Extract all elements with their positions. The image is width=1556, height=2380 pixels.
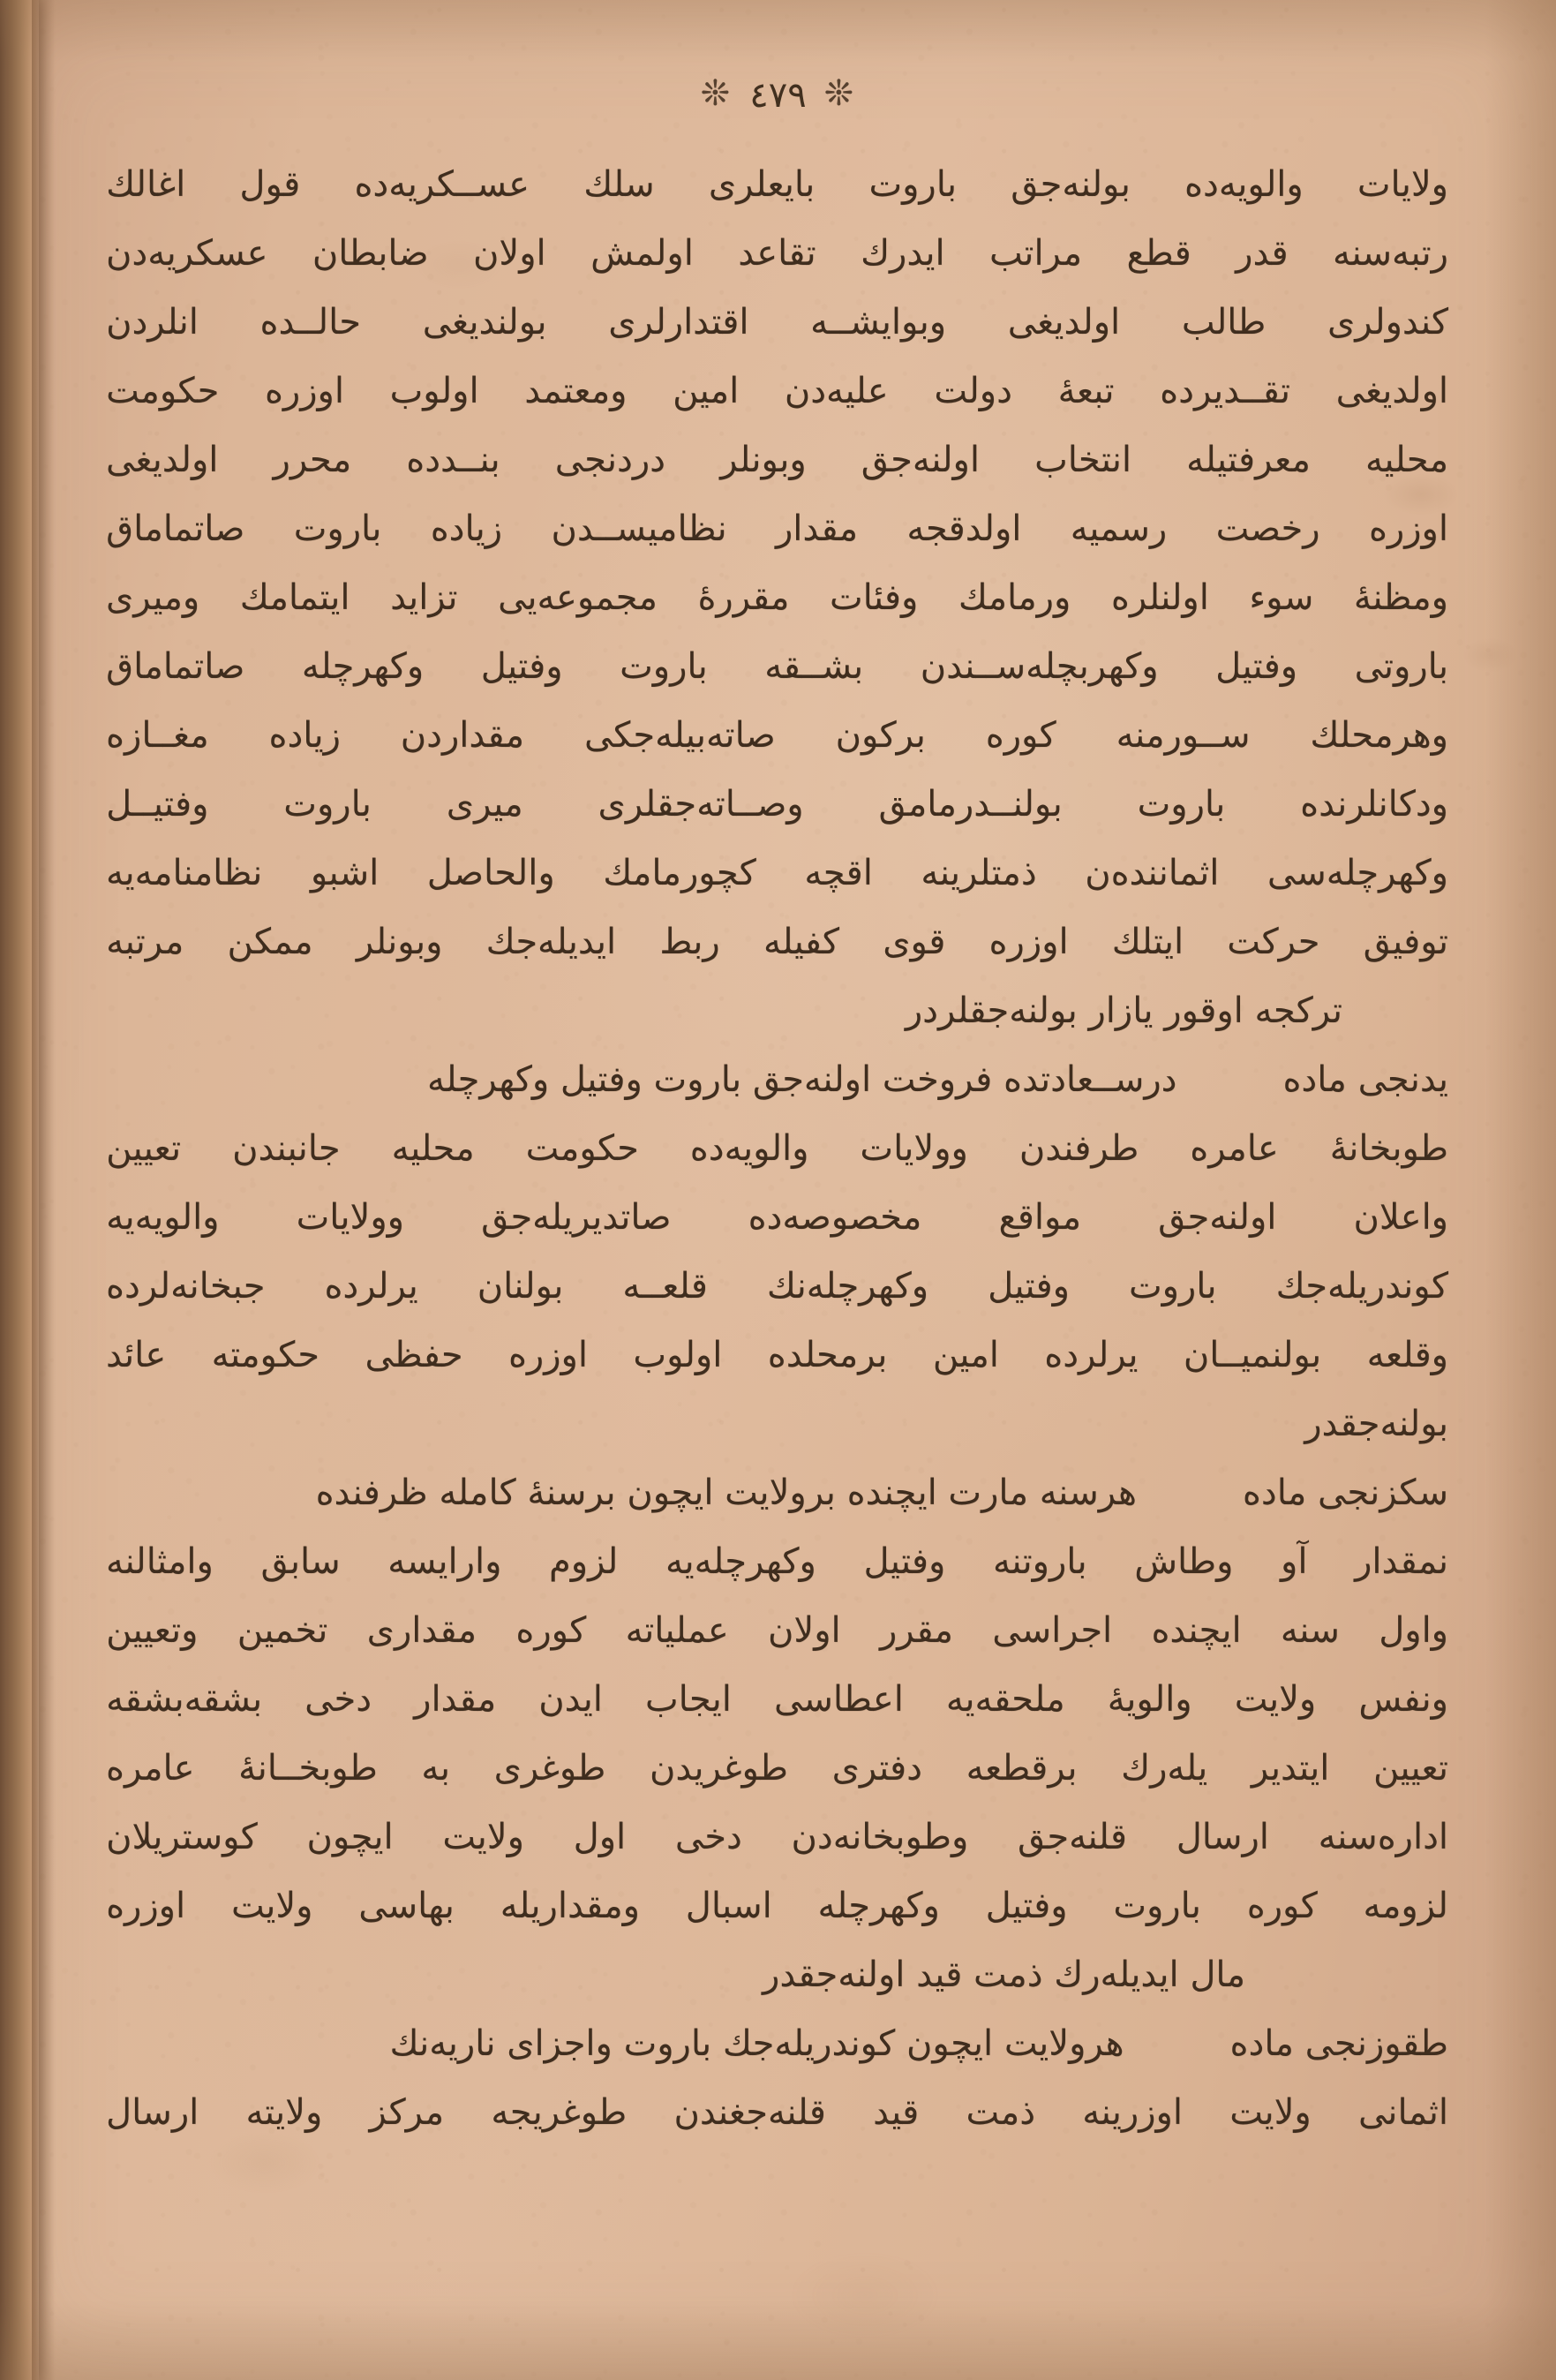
paragraph-last-line: مال ايديله‌رك ذمت قيد اولنه‌جقدر bbox=[763, 1954, 1245, 1995]
text-word: وصــاته‌جقلرى bbox=[598, 784, 804, 825]
text-word: وكهرچله‌سى bbox=[1267, 853, 1448, 893]
text-word: امين bbox=[673, 371, 740, 411]
text-word: اولوب bbox=[633, 1335, 723, 1375]
text-word: بولنميــان bbox=[1183, 1335, 1322, 1375]
text-word: برمحلده bbox=[767, 1335, 888, 1375]
text-word: طوغريجه bbox=[491, 2092, 628, 2133]
text-word: والويه‌ده bbox=[1184, 164, 1304, 205]
text-word: والويهٔ bbox=[1107, 1679, 1192, 1720]
text-word: ومعتمد bbox=[524, 371, 628, 411]
text-word: وبونلر bbox=[356, 922, 443, 962]
text-word: قلنه‌جغندن bbox=[673, 2092, 826, 2133]
article-heading-line bbox=[106, 1458, 1448, 1527]
text-word: اقچه bbox=[804, 853, 873, 893]
text-word: عملياته bbox=[625, 1610, 729, 1651]
article-label: سكزنجى ماده bbox=[1242, 1472, 1448, 1513]
text-word: محليه bbox=[391, 1128, 475, 1169]
text-word: لزوم bbox=[549, 1541, 619, 1582]
text-word: بولنديغى bbox=[422, 302, 547, 343]
text-word: اولنه‌جق bbox=[861, 440, 980, 480]
text-line bbox=[106, 426, 1448, 494]
text-word: طوبخانهٔ bbox=[1329, 1128, 1448, 1169]
text-word: كوره bbox=[1246, 1886, 1318, 1926]
text-word: اجراسى bbox=[992, 1610, 1113, 1651]
text-word: سابق bbox=[260, 1541, 341, 1582]
text-word: قول bbox=[239, 164, 301, 205]
text-word: اولديغى bbox=[106, 440, 219, 480]
text-word: وتعيين bbox=[106, 1610, 199, 1651]
text-word: ايتلك bbox=[1111, 922, 1184, 962]
text-line bbox=[106, 1734, 1448, 1803]
text-word: ممكن bbox=[227, 922, 313, 962]
text-word: يرلرده bbox=[1044, 1335, 1139, 1375]
text-word: اشبو bbox=[310, 853, 380, 893]
text-word: كوندريله‌جك bbox=[1275, 1266, 1448, 1307]
text-word: زياده bbox=[430, 508, 503, 549]
floral-ornament-icon: ❊ bbox=[700, 73, 733, 114]
text-word: به bbox=[421, 1748, 450, 1789]
text-word: لزومه bbox=[1363, 1886, 1448, 1926]
text-word: وكهرچله‌يه bbox=[665, 1541, 816, 1582]
text-word: وطاش bbox=[1134, 1541, 1234, 1582]
text-word: اسبال bbox=[685, 1886, 772, 1926]
text-word: عليه‌دن bbox=[784, 371, 889, 411]
text-word: اوزره bbox=[106, 1886, 186, 1926]
text-word: مجموعه‌يى bbox=[498, 577, 658, 618]
text-word: بشقه‌بشقه bbox=[106, 1679, 263, 1720]
text-word: امين bbox=[932, 1335, 999, 1375]
text-word: ايچون bbox=[306, 1817, 394, 1857]
text-word: وولايات bbox=[296, 1197, 404, 1238]
text-word: ارسال bbox=[1176, 1817, 1269, 1857]
text-word: اول bbox=[573, 1817, 627, 1857]
text-word: بشــقه bbox=[764, 646, 864, 687]
text-word: آو bbox=[1281, 1541, 1308, 1582]
text-word: صاتماماق bbox=[106, 508, 245, 549]
text-word: اولنه‌جق bbox=[1158, 1197, 1277, 1238]
text-word: اولديغى bbox=[1335, 371, 1448, 411]
text-word: يرلرده bbox=[324, 1266, 418, 1307]
article-label: يدنجى ماده bbox=[1282, 1059, 1448, 1100]
text-word: كچورمامك bbox=[603, 853, 756, 893]
article-opening-text: هرسنه مارت ايچنده برولايت ايچون برسنهٔ كامله ظرفنده bbox=[315, 1472, 1137, 1513]
text-word: ذمت bbox=[966, 2092, 1035, 2133]
text-word: انتخاب bbox=[1034, 440, 1132, 480]
text-word: اولدقجه bbox=[906, 508, 1022, 549]
text-word: باروت bbox=[1137, 784, 1226, 825]
text-word: عسكريه‌دن bbox=[106, 233, 268, 274]
text-word: اداره‌سنه bbox=[1318, 1817, 1448, 1857]
paragraph-last-line: بولنه‌جقدر bbox=[1304, 1404, 1448, 1444]
text-word: سوء bbox=[1249, 577, 1314, 618]
text-word: جبخانه‌لرده bbox=[106, 1266, 266, 1307]
text-word: حفظى bbox=[365, 1335, 463, 1375]
text-word: دولت bbox=[934, 371, 1012, 411]
text-word: اثمانى bbox=[1357, 2092, 1448, 2133]
text-word: مقداردن bbox=[400, 715, 525, 756]
text-line bbox=[106, 632, 1448, 701]
text-word: ودكانلرنده bbox=[1300, 784, 1448, 825]
text-word: محرر bbox=[273, 440, 352, 480]
page-edge-top-shading bbox=[0, 0, 1556, 62]
text-word: ايدن bbox=[538, 1679, 603, 1720]
text-word: ايديله‌جك bbox=[485, 922, 617, 962]
text-line bbox=[106, 150, 1448, 219]
text-word: مغــازه bbox=[106, 715, 209, 756]
text-word: وميرى bbox=[106, 577, 200, 618]
text-word: اولان bbox=[768, 1610, 841, 1651]
text-line bbox=[106, 1803, 1448, 1872]
text-word: حكومت bbox=[106, 371, 220, 411]
text-word: اثماننده‌ن bbox=[1085, 853, 1220, 893]
article-eight bbox=[106, 1458, 1448, 2009]
text-word: اولوب bbox=[389, 371, 479, 411]
text-word: وفتيل bbox=[985, 1886, 1068, 1926]
page-header bbox=[0, 73, 1556, 116]
text-word: صاتماماق bbox=[106, 646, 245, 687]
text-word: والويه‌يه bbox=[106, 1197, 220, 1238]
article-opening-text: هرولايت ايچون كوندريله‌جك باروت واجزاى ناريه‌نك bbox=[389, 2023, 1124, 2064]
text-word: وفتيــل bbox=[106, 784, 209, 825]
text-word: ذمتلرينه bbox=[921, 853, 1037, 893]
text-word: توفيق bbox=[1363, 922, 1448, 962]
text-word: دفترى bbox=[831, 1748, 922, 1789]
page-edge-right-shading bbox=[1485, 0, 1556, 2380]
text-word: والويه‌ده bbox=[689, 1128, 809, 1169]
text-line bbox=[106, 908, 1448, 976]
text-word: نمقدار bbox=[1355, 1541, 1448, 1582]
text-word: بولنه‌جق bbox=[1011, 164, 1131, 205]
text-word: اقتدارلرى bbox=[608, 302, 749, 343]
text-word: باروت bbox=[868, 164, 958, 205]
text-word: باروتى bbox=[1354, 646, 1448, 687]
text-word: جانبندن bbox=[232, 1128, 341, 1169]
page-edge-bottom-shading bbox=[0, 2301, 1556, 2380]
text-word: كوستريلان bbox=[106, 1817, 258, 1857]
text-word: قلنه‌جق bbox=[1018, 1817, 1127, 1857]
text-word: نظاميســدن bbox=[551, 508, 727, 549]
text-word: وقلعه bbox=[1366, 1335, 1448, 1375]
body-text-block bbox=[106, 150, 1448, 2147]
text-line bbox=[106, 1183, 1448, 1252]
text-word: طوغريدن bbox=[650, 1748, 788, 1789]
text-word: عائد bbox=[106, 1335, 167, 1375]
text-word: واول bbox=[1379, 1610, 1448, 1651]
article-heading-line bbox=[106, 1045, 1448, 1114]
text-word: والحاصل bbox=[426, 853, 555, 893]
text-word: مقدار bbox=[414, 1679, 497, 1720]
text-word: بركون bbox=[835, 715, 926, 756]
text-word: حكومته bbox=[211, 1335, 320, 1375]
text-word: وولايات bbox=[860, 1128, 968, 1169]
text-line bbox=[106, 1872, 1448, 1940]
text-word: باروت bbox=[283, 784, 372, 825]
page-number: ٤٧٩ bbox=[749, 75, 807, 116]
text-line bbox=[106, 219, 1448, 288]
text-word: رخصت bbox=[1215, 508, 1320, 549]
text-word: وفتيل bbox=[480, 646, 563, 687]
text-word: مرتبه bbox=[106, 922, 184, 962]
text-line bbox=[106, 701, 1448, 770]
text-word: حكومت bbox=[525, 1128, 639, 1169]
text-word: تعيين bbox=[1372, 1748, 1448, 1789]
text-word: ميرى bbox=[446, 784, 523, 825]
text-word: تقاعد bbox=[738, 233, 816, 274]
text-word: كوره bbox=[515, 1610, 587, 1651]
text-word: اوزرينه bbox=[1082, 2092, 1183, 2133]
text-word: اولمش bbox=[590, 233, 694, 274]
text-word: دردنجى bbox=[554, 440, 665, 480]
text-word: قلعــه bbox=[622, 1266, 708, 1307]
text-line bbox=[106, 1321, 1448, 1390]
text-word: ملحقه‌يه bbox=[945, 1679, 1065, 1720]
text-word: وكهربچله‌ســندن bbox=[920, 646, 1159, 687]
text-word: مقررهٔ bbox=[697, 577, 790, 618]
binding-gutter-shadow bbox=[32, 0, 55, 2380]
text-word: ســورمنه bbox=[1116, 715, 1251, 756]
text-line bbox=[106, 1527, 1448, 1596]
floral-ornament-icon: ❊ bbox=[823, 73, 856, 114]
text-word: رتبه‌سنه bbox=[1333, 233, 1448, 274]
text-word: محليه bbox=[1364, 440, 1448, 480]
text-word: تخمين bbox=[237, 1610, 328, 1651]
text-word: اعطاسى bbox=[774, 1679, 904, 1720]
text-word: وكهرچله bbox=[301, 646, 425, 687]
text-word: مخصوصه‌ده bbox=[748, 1197, 922, 1238]
text-word: طوغرى bbox=[493, 1748, 606, 1789]
text-word: انلردن bbox=[106, 302, 199, 343]
text-word: معرفتيله bbox=[1186, 440, 1311, 480]
text-word: حركت bbox=[1227, 922, 1320, 962]
text-word: بولنان bbox=[477, 1266, 564, 1307]
text-word: حالــده bbox=[259, 302, 362, 343]
text-line bbox=[106, 1114, 1448, 1183]
paragraph-last-line: تركجه اوقور يازار بولنه‌جقلردر bbox=[905, 990, 1342, 1031]
text-word: ايتدير bbox=[1251, 1748, 1330, 1789]
text-line bbox=[106, 288, 1448, 357]
paragraph-continuation bbox=[106, 150, 1448, 1045]
text-word: وكهرچله‌نك bbox=[766, 1266, 929, 1307]
article-label: طقوزنجى ماده bbox=[1229, 2023, 1448, 2064]
text-word: كندولرى bbox=[1327, 302, 1448, 343]
text-word: وامثالنه bbox=[106, 1541, 214, 1582]
article-heading-line bbox=[106, 2009, 1448, 2078]
text-word: تبعهٔ bbox=[1057, 371, 1115, 411]
text-word: اولنلره bbox=[1110, 577, 1209, 618]
article-opening-text: درســعادتده فروخت اولنه‌جق باروت وفتيل وكهرچله bbox=[426, 1059, 1177, 1100]
text-word: ولايت bbox=[1229, 2092, 1312, 2133]
text-word: اولديغى bbox=[1007, 302, 1121, 343]
text-word: اغالك bbox=[106, 164, 186, 205]
text-line bbox=[106, 563, 1448, 632]
text-word: باروت bbox=[1113, 1886, 1201, 1926]
text-word: وفتيل bbox=[988, 1266, 1070, 1307]
text-word: دخى bbox=[304, 1679, 372, 1720]
text-line bbox=[106, 494, 1448, 563]
text-word: صاتديريله‌جق bbox=[481, 1197, 672, 1238]
text-line bbox=[106, 1665, 1448, 1734]
text-word: اوزره bbox=[1368, 508, 1448, 549]
article-seven bbox=[106, 1045, 1448, 1458]
text-word: ولايت bbox=[1234, 1679, 1317, 1720]
text-word: طالب bbox=[1181, 302, 1267, 343]
text-word: بهاسى bbox=[358, 1886, 455, 1926]
text-word: ربط bbox=[659, 922, 720, 962]
text-word: ايجاب bbox=[645, 1679, 732, 1720]
text-line bbox=[106, 1596, 1448, 1665]
text-line bbox=[106, 770, 1448, 839]
text-word: وهرمحلك bbox=[1310, 715, 1448, 756]
text-word: عســكريه‌ده bbox=[354, 164, 530, 205]
text-word: وطوبخانه‌دن bbox=[791, 1817, 969, 1857]
text-word: تقــديرده bbox=[1160, 371, 1290, 411]
text-word: اوزره bbox=[507, 1335, 588, 1375]
text-word: ولايت bbox=[442, 1817, 524, 1857]
text-word: قطع bbox=[1126, 233, 1191, 274]
text-word: بنــدده bbox=[406, 440, 500, 480]
text-word: مقدار bbox=[775, 508, 859, 549]
text-word: وفتيل bbox=[863, 1541, 946, 1582]
text-word: قيد bbox=[873, 2092, 920, 2133]
text-word: بايعلرى bbox=[708, 164, 816, 205]
text-word: اوزره bbox=[988, 922, 1069, 962]
text-word: طوبخــانهٔ bbox=[238, 1748, 378, 1789]
text-word: ورمامك bbox=[958, 577, 1071, 618]
text-word: صاته‌بيله‌جكى bbox=[583, 715, 776, 756]
text-word: عامره bbox=[1190, 1128, 1279, 1169]
text-word: ايتمامك bbox=[239, 577, 350, 618]
text-word: تزايد bbox=[390, 577, 458, 618]
text-word: وارايسه bbox=[387, 1541, 502, 1582]
text-word: ولايت bbox=[230, 1886, 313, 1926]
text-word: ايدرك bbox=[861, 233, 945, 274]
text-word: وكهرچله bbox=[817, 1886, 940, 1926]
text-line bbox=[106, 1252, 1448, 1321]
text-word: زياده bbox=[268, 715, 341, 756]
text-word: ضابطان bbox=[312, 233, 429, 274]
text-word: وبونلر bbox=[720, 440, 807, 480]
text-word: طرفندن bbox=[1019, 1128, 1139, 1169]
text-word: باروتنه bbox=[992, 1541, 1087, 1582]
text-word: نظامنامه‌يه bbox=[106, 853, 263, 893]
text-word: تعيين bbox=[106, 1128, 182, 1169]
text-word: سلك bbox=[583, 164, 655, 205]
text-word: ارسال bbox=[106, 2092, 199, 2133]
article-nine bbox=[106, 2009, 1448, 2147]
text-word: قدر bbox=[1236, 233, 1289, 274]
text-word: عامره bbox=[106, 1748, 195, 1789]
text-word: دخى bbox=[674, 1817, 742, 1857]
text-word: وفئات bbox=[830, 577, 919, 618]
text-word: اولان bbox=[473, 233, 546, 274]
text-word: مراتب bbox=[989, 233, 1083, 274]
text-word: اوزره bbox=[264, 371, 344, 411]
text-word: ايچنده bbox=[1151, 1610, 1242, 1651]
text-word: كوره bbox=[985, 715, 1056, 756]
text-word: باروت bbox=[1128, 1266, 1217, 1307]
text-line bbox=[106, 2078, 1448, 2147]
text-word: قوى bbox=[883, 922, 946, 962]
text-line bbox=[106, 839, 1448, 908]
text-word: بولنــدرمامق bbox=[878, 784, 1063, 825]
text-word: وبوايشــه bbox=[810, 302, 947, 343]
text-word: ولايته bbox=[245, 2092, 323, 2133]
text-line bbox=[106, 357, 1448, 426]
text-word: كفيله bbox=[763, 922, 840, 962]
text-word: برقطعه bbox=[966, 1748, 1078, 1789]
text-word: مواقع bbox=[998, 1197, 1082, 1238]
text-word: واعلان bbox=[1353, 1197, 1448, 1238]
text-word: باروت bbox=[620, 646, 708, 687]
text-word: ومظنهٔ bbox=[1353, 577, 1448, 618]
text-word: مركز bbox=[369, 2092, 445, 2133]
text-word: رسميه bbox=[1070, 508, 1168, 549]
text-word: ونفس bbox=[1358, 1679, 1448, 1720]
text-word: باروت bbox=[293, 508, 382, 549]
text-word: يله‌رك bbox=[1121, 1748, 1208, 1789]
text-word: ومقداريله bbox=[500, 1886, 640, 1926]
text-word: مقدارى bbox=[366, 1610, 477, 1651]
text-word: مقرر bbox=[879, 1610, 953, 1651]
text-word: وفتيل bbox=[1215, 646, 1298, 687]
text-word: ولايات bbox=[1357, 164, 1448, 205]
folio-block bbox=[700, 73, 856, 116]
text-word: سنه bbox=[1280, 1610, 1340, 1651]
